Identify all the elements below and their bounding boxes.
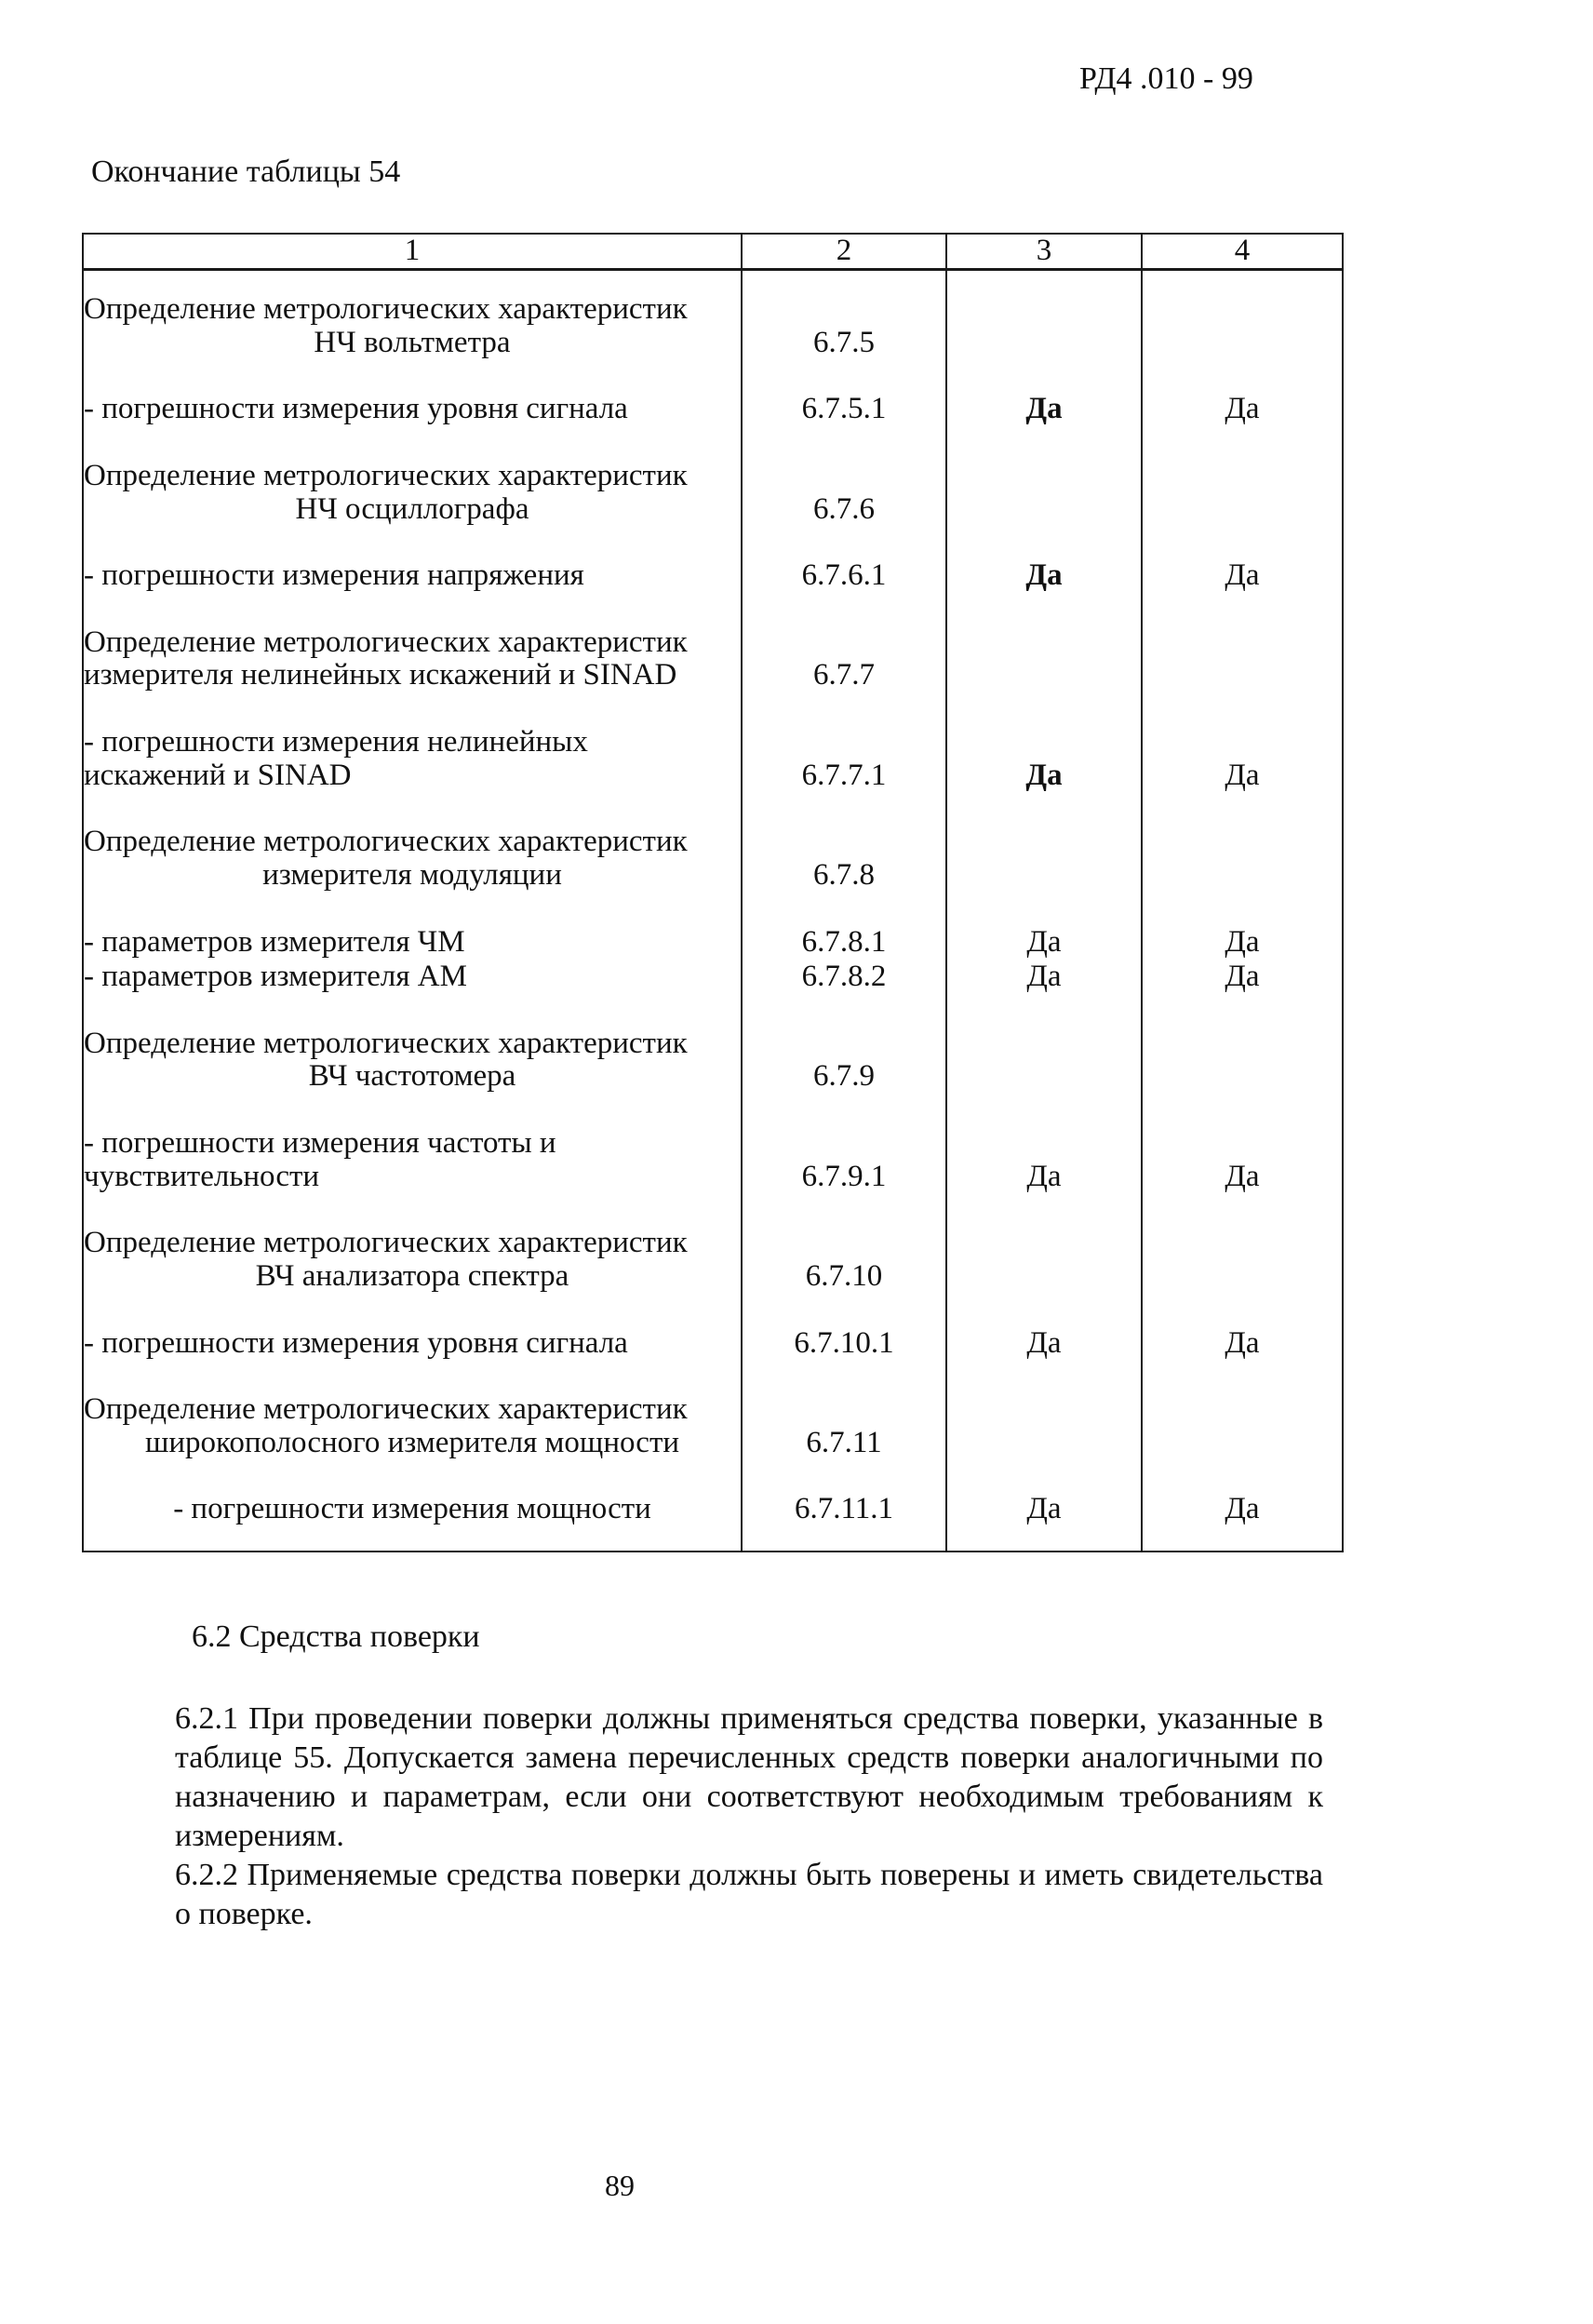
primary-verification: [946, 593, 1142, 692]
clause-number: 6.7.11.1: [742, 1459, 946, 1552]
table-row: [83, 1459, 1343, 1552]
operation-name: - погрешности измерения уровня сигнала: [83, 1294, 742, 1361]
clause-number: 6.7.10: [742, 1193, 946, 1293]
operation-name: - погрешности измерения напряжения: [83, 526, 742, 593]
periodic-verification: [1142, 792, 1343, 892]
primary-verification: [946, 1193, 1142, 1293]
primary-verification: Да: [946, 1459, 1142, 1552]
operation-name: Определение метрологических характеристик НЧ осциллографа: [83, 426, 742, 526]
table-row: [83, 593, 1343, 692]
clause-number: 6.7.7.1: [742, 692, 946, 792]
table-row: [83, 893, 1343, 960]
table-row: [83, 359, 1343, 426]
periodic-verification: Да: [1142, 359, 1343, 426]
periodic-verification: [1142, 593, 1343, 692]
operation-name: Определение метрологических характеристик измерителя нелинейных искажений и SINAD: [83, 593, 742, 692]
periodic-verification: [1142, 1360, 1343, 1459]
operation-name: - параметров измерителя АМ: [83, 959, 742, 994]
operation-name: - погрешности измерения мощности: [83, 1459, 742, 1552]
primary-verification: Да: [946, 1094, 1142, 1193]
column-header: 2: [742, 234, 946, 270]
primary-verification: Да: [946, 526, 1142, 593]
column-header: 4: [1142, 234, 1343, 270]
periodic-verification: [1142, 270, 1343, 360]
table-row: [83, 270, 1343, 360]
operation-name: Определение метрологических характеристик ВЧ частотомера: [83, 994, 742, 1094]
section-heading: 6.2 Средства поверки: [192, 1619, 480, 1654]
clause-number: 6.7.11: [742, 1360, 946, 1459]
clause-number: 6.7.8.2: [742, 959, 946, 994]
periodic-verification: [1142, 426, 1343, 526]
document-code: РД4 .010 - 99: [1079, 61, 1253, 96]
column-header: 1: [83, 234, 742, 270]
clause-number: 6.7.6: [742, 426, 946, 526]
primary-verification: Да: [946, 959, 1142, 994]
clause-number: 6.7.9: [742, 994, 946, 1094]
periodic-verification: Да: [1142, 1094, 1343, 1193]
operation-name: - погрешности измерения нелинейных искажений и SINAD: [83, 692, 742, 792]
clause-number: 6.7.7: [742, 593, 946, 692]
table-header-row: [83, 234, 1343, 270]
clause-number: 6.7.8.1: [742, 893, 946, 960]
column-header: 3: [946, 234, 1142, 270]
table-row: [83, 959, 1343, 994]
verification-operations-table: [82, 233, 1344, 1552]
paragraph-6-2-2: 6.2.2 Применяемые средства поверки должны быть поверены и иметь свидетельства о поверке.: [175, 1858, 1323, 1931]
periodic-verification: Да: [1142, 692, 1343, 792]
table-row: [83, 1294, 1343, 1361]
clause-number: 6.7.6.1: [742, 526, 946, 593]
clause-number: 6.7.8: [742, 792, 946, 892]
page-number: 89: [605, 2169, 635, 2202]
periodic-verification: Да: [1142, 1459, 1343, 1552]
operation-name: Определение метрологических характеристик широкополосного измерителя мощности: [83, 1360, 742, 1459]
primary-verification: [946, 270, 1142, 360]
clause-number: 6.7.5.1: [742, 359, 946, 426]
clause-number: 6.7.5: [742, 270, 946, 360]
primary-verification: [946, 994, 1142, 1094]
clause-number: 6.7.10.1: [742, 1294, 946, 1361]
operation-name: Определение метрологических характеристик НЧ вольтметра: [83, 270, 742, 360]
table-row: [83, 692, 1343, 792]
primary-verification: Да: [946, 1294, 1142, 1361]
periodic-verification: Да: [1142, 526, 1343, 593]
primary-verification: [946, 1360, 1142, 1459]
clause-number: 6.7.9.1: [742, 1094, 946, 1193]
table-row: [83, 526, 1343, 593]
primary-verification: [946, 792, 1142, 892]
periodic-verification: Да: [1142, 1294, 1343, 1361]
table-row: [83, 792, 1343, 892]
primary-verification: Да: [946, 893, 1142, 960]
table-row: [83, 1193, 1343, 1293]
periodic-verification: Да: [1142, 893, 1343, 960]
primary-verification: Да: [946, 359, 1142, 426]
table-54-continuation: [82, 233, 1342, 1552]
table-row: [83, 1360, 1343, 1459]
operation-name: - параметров измерителя ЧМ: [83, 893, 742, 960]
primary-verification: Да: [946, 692, 1142, 792]
table-caption: Окончание таблицы 54: [91, 154, 401, 189]
operation-name: Определение метрологических характеристик ВЧ анализатора спектра: [83, 1193, 742, 1293]
operation-name: - погрешности измерения частоты и чувствительности: [83, 1094, 742, 1193]
primary-verification: [946, 426, 1142, 526]
periodic-verification: [1142, 994, 1343, 1094]
operation-name: Определение метрологических характеристик измерителя модуляции: [83, 792, 742, 892]
periodic-verification: [1142, 1193, 1343, 1293]
table-row: [83, 994, 1343, 1094]
operation-name: - погрешности измерения уровня сигнала: [83, 359, 742, 426]
paragraph-6-2-1: 6.2.1 При проведении поверки должны применяться средства поверки, указанные в таблице 55. Допускается замена перечисленных средств поверки аналогичными по назначению и параметрам, если они соответствуют необходимым требованиям к измерениям.: [175, 1701, 1323, 1853]
periodic-verification: Да: [1142, 959, 1343, 994]
table-row: [83, 426, 1343, 526]
table-row: [83, 1094, 1343, 1193]
